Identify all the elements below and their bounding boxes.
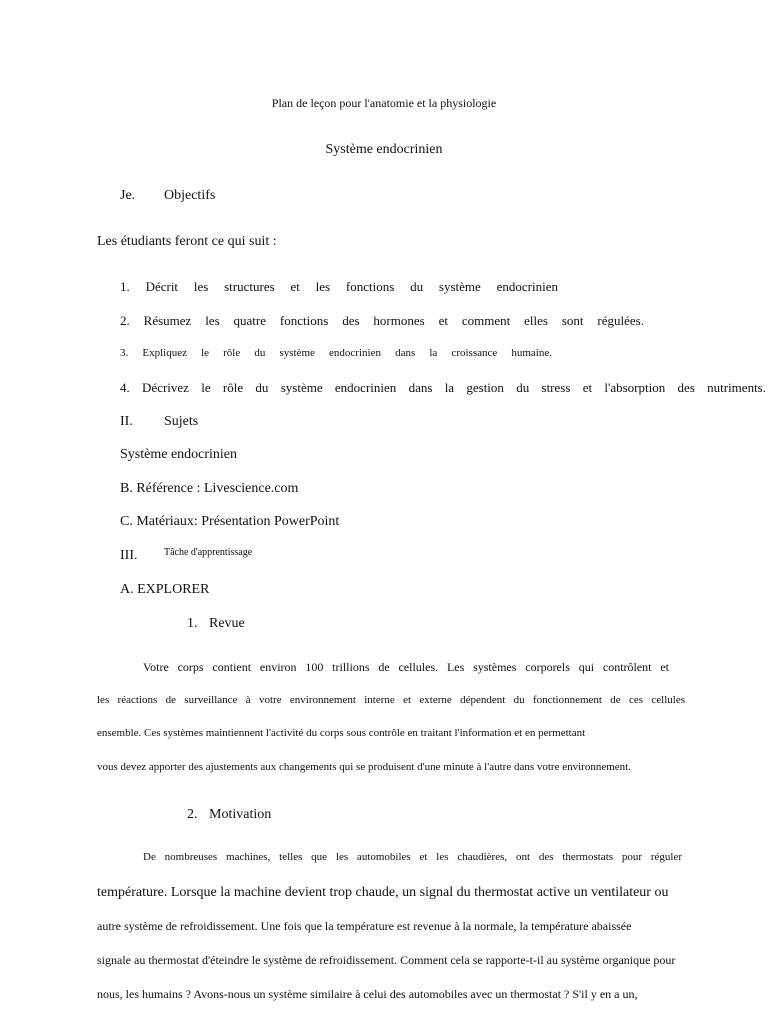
section-heading: Sujets — [164, 414, 199, 429]
document-subtitle: Système endocrinien — [325, 142, 443, 157]
objective-item: 2. Résumez les quatre fonctions des hormones et comment elles sont régulées. — [120, 313, 644, 328]
reference-text: B. Référence : Livescience.com — [120, 481, 299, 496]
section-number: III. — [120, 548, 138, 563]
topic-text: Système endocrinien — [120, 447, 238, 462]
paragraph-line: vous devez apporter des ajustements aux changements qui se produisent d'une minute à l'autre dans votre environnement. — [97, 761, 631, 773]
objective-item: 1. Décrit les structures et les fonctions du système endocrinien — [120, 279, 558, 294]
paragraph-line: signale au thermostat d'éteindre le système de refroidissement. Comment cela se rapporte-t-il au système organique pour — [97, 953, 676, 967]
paragraph-line: Votre corps contient environ 100 trillions de cellules. Les systèmes corporels qui contrôlent et — [143, 660, 669, 674]
materials-text: C. Matériaux: Présentation PowerPoint — [120, 514, 340, 529]
paragraph-line: nous, les humains ? Avons-nous un système similaire à celui des automobiles avec un thermostat ? S'il y en a un, — [97, 987, 638, 1001]
objective-item: 3. Expliquez le rôle du système endocrinien dans la croissance humaine. — [120, 347, 552, 359]
section-heading: Tâche d'apprentissage — [164, 547, 253, 558]
paragraph-line: De nombreuses machines, telles que les automobiles et les chaudières, ont des thermostats pour réguler — [143, 851, 682, 863]
paragraph-line: les réactions de surveillance à votre environnement interne et externe dépendent du fonctionnement de ces cellules — [97, 694, 685, 706]
section-heading: Objectifs — [164, 188, 216, 203]
paragraph-line: température. Lorsque la machine devient trop chaude, un signal du thermostat active un ventilateur ou — [97, 885, 669, 900]
section-number: II. — [120, 414, 133, 429]
paragraph-line: ensemble. Ces systèmes maintiennent l'activité du corps sous contrôle en traitant l'information et en permettant — [97, 727, 586, 739]
paragraph-line: autre système de refroidissement. Une fois que la température est revenue à la normale, la température abaissée — [97, 919, 632, 933]
section-number: Je. — [120, 188, 136, 203]
intro-text: Les étudiants feront ce qui suit : — [97, 234, 277, 249]
item-heading: Revue — [209, 616, 245, 631]
subsection-heading: A. EXPLORER — [120, 582, 210, 597]
item-number: 2. — [187, 807, 198, 822]
item-heading: Motivation — [209, 807, 272, 822]
objective-item: 4. Décrivez le rôle du système endocrinien dans la gestion du stress et l'absorption des nutriments. — [120, 380, 766, 395]
document-title: Plan de leçon pour l'anatomie et la physiologie — [271, 96, 497, 110]
item-number: 1. — [187, 616, 198, 631]
